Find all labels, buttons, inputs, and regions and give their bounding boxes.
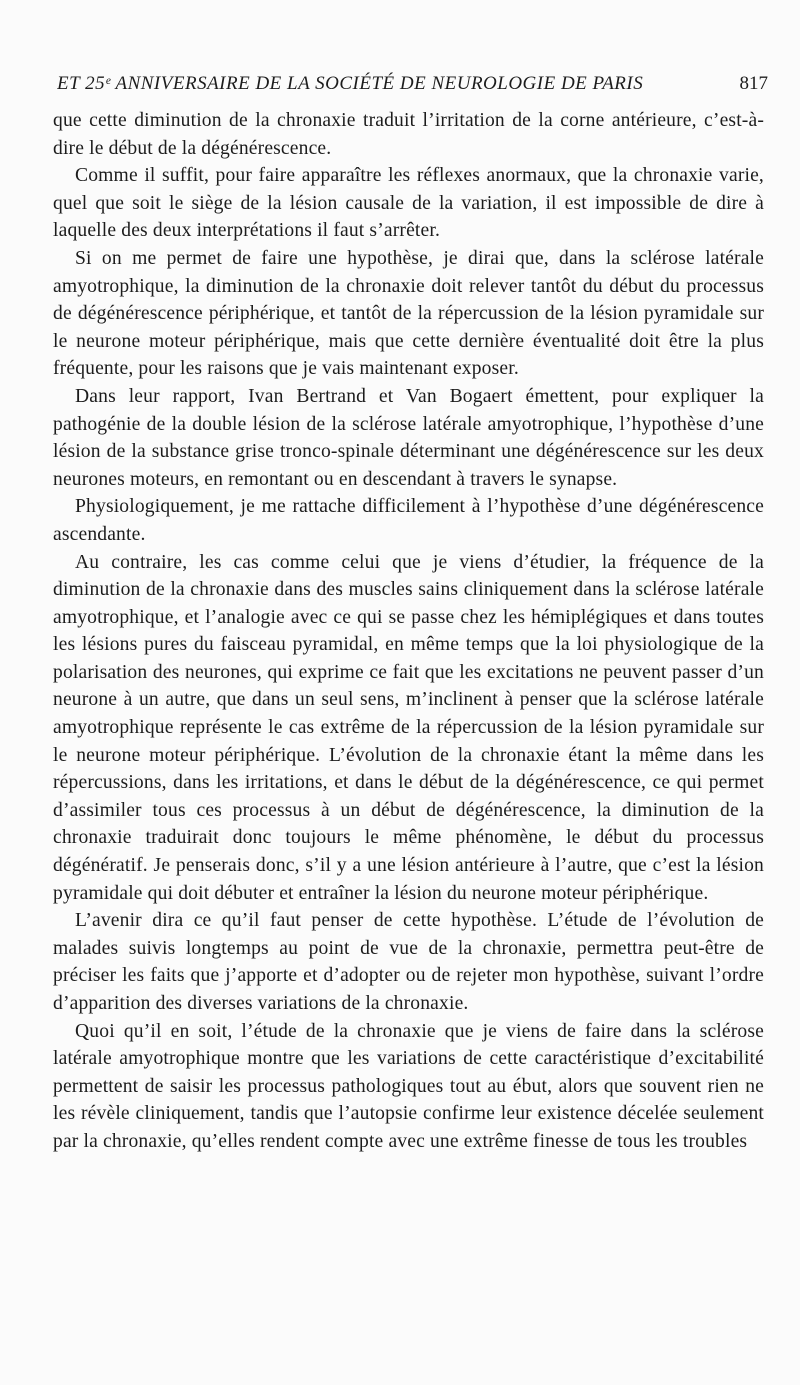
body-text <box>53 107 764 1156</box>
page-number: 817 <box>739 73 768 94</box>
paragraph: Au contraire, les cas comme celui que je viens d’étudier, la fréquence de la diminution de la chronaxie dans des muscles sains cliniquement dans la sclérose latérale amyotrophique, et l’analogie avec ce qui se passe chez les hémiplégiques et dans toutes les lésions pures du faisceau pyramidal, en même temps que la loi physiologique de la polarisation des neurones, qui exprime ce fait que les excitations ne peuvent passer d’un neurone à un autre, que dans un seul sens, m’inclinent à penser que la sclérose latérale amyotrophique représente le cas extrême de la répercussion de la lésion pyramidale sur le neurone moteur périphérique. L’évolution de la chronaxie étant la même dans les répercussions, dans les irritations, et dans le début de la dégénérescence, ce qui permet d’assimiler tous ces processus à un début de dégénérescence, la diminution de la chronaxie traduirait donc toujours le même phénomène, le début du processus dégénératif. Je penserais donc, s’il y a une lésion antérieure à l’autre, que c’est la lésion pyramidale qui doit débuter et entraîner la lésion du neurone moteur périphérique. <box>53 551 764 904</box>
paragraph: que cette diminution de la chronaxie traduit l’irritation de la corne antérieure, c’est-à-dire le début de la dégénérescence. <box>53 110 764 159</box>
running-header <box>57 71 768 97</box>
paragraph: Dans leur rapport, Ivan Bertrand et Van Bogaert émettent, pour expliquer la pathogénie de la double lésion de la sclérose latérale amyotrophique, l’hypothèse d’une lésion de la substance grise tronco-spinale déterminant une dégénérescence sur les deux neurones moteurs, en remontant ou en descendant à travers le synapse. <box>53 385 764 490</box>
paragraph: L’avenir dira ce qu’il faut penser de cette hypothèse. L’étude de l’évolution de malades suivis longtemps au point de vue de la chronaxie, permettra peut-être de préciser les faits que j’apporte et d’adopter ou de rejeter mon hypothèse, suivant l’ordre d’apparition des diverses variations de la chronaxie. <box>53 910 764 1014</box>
paragraph: Quoi qu’il en soit, l’étude de la chronaxie que je viens de faire dans la sclérose latérale amyotrophique montre que les variations de cette caractéristique d’excitabilité permettent de saisir les processus pathologiques tout au ébut, alors que souvent rien ne les révèle cliniquement, tandis que l’autopsie confirme leur existence décelée seulement par la chronaxie, qu’elles rendent compte avec une extrême finesse de tous les troubles <box>53 1020 764 1152</box>
paragraph: Comme il suffit, pour faire apparaître les réflexes anormaux, que la chronaxie varie, quel que soit le siège de la lésion causale de la variation, il est impossible de dire à laquelle des deux interprétations il faut s’arrêter. <box>53 165 764 242</box>
running-title: ET 25ᵉ ANNIVERSAIRE DE LA SOCIÉTÉ DE NEUROLOGIE DE PARIS <box>57 73 644 94</box>
paragraph: Si on me permet de faire une hypothèse, je dirai que, dans la sclérose latérale amyotrophique, la diminution de la chronaxie doit relever tantôt du début du processus de dégénérescence périphérique, et tantôt de la répercussion de la lésion pyramidale sur le neurone moteur périphérique, mais que cette dernière éventualité doit être la plus fréquente, pour les raisons que je vais maintenant exposer. <box>53 247 764 380</box>
paragraph: Physiologiquement, je me rattache difficilement à l’hypothèse d’une dégénérescence ascendante. <box>53 496 764 545</box>
